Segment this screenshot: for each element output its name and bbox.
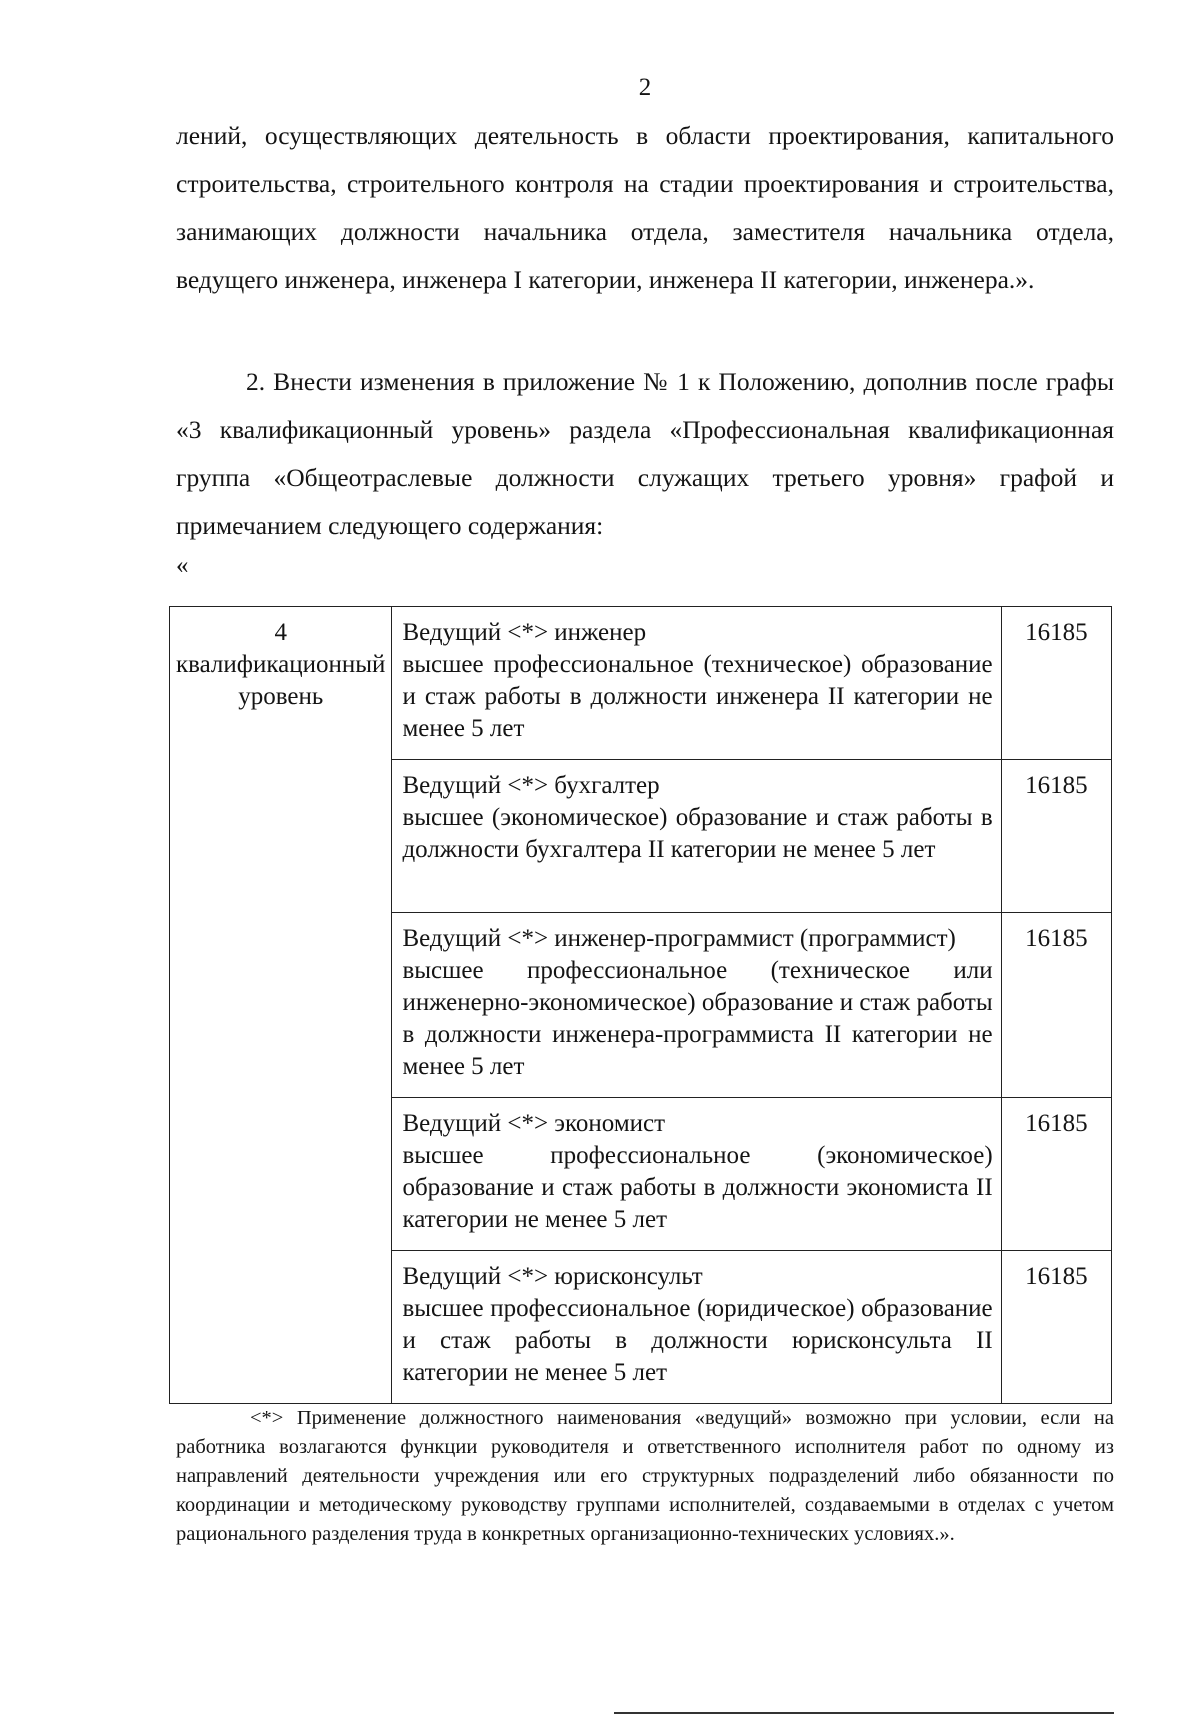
salary-cell: 16185 [1001,913,1111,1098]
page-number: 2 [638,74,652,101]
paragraph-amendment [176,358,1114,550]
position-cell [392,760,1001,913]
position-requirement: высшее профессиональное (юридическое) образование и стаж работы в должности юрисконсульта II категории не менее 5 лет [402,1295,993,1386]
position-title: Ведущий <*> инженер-программист (программист) [402,925,956,952]
position-title: Ведущий <*> бухгалтер [402,772,660,799]
opening-quote-mark: « [176,552,189,579]
position-requirement: высшее (экономическое) образование и стаж работы в должности бухгалтера II категории не менее 5 лет [402,804,993,863]
position-requirement: высшее профессиональное (экономическое) образование и стаж работы в должности экономиста II категории не менее 5 лет [402,1142,993,1233]
table-row [170,607,1112,760]
paragraph-continuation [176,112,1114,304]
salary-cell: 16185 [1001,1098,1111,1251]
salary-cell: 16185 [1001,607,1111,760]
qualification-level-cell: 4 квалификационный уровень [170,607,392,1404]
paragraph-2-text: 2. Внести изменения в приложение № 1 к Положению, дополнив после графы «3 квалификационный уровень» раздела «Профессиональная квалификационная группа «Общеотраслевые должности служащих третьего уровня» графой и примечанием следующего содержания: [176,367,1114,540]
position-title: Ведущий <*> экономист [402,1110,666,1137]
position-cell [392,913,1001,1098]
salary-cell: 16185 [1001,1251,1111,1404]
paragraph-1-text: лений, осуществляющих деятельность в области проектирования, капитального строительства, строительного контроля на стадии проектирования и строительства, занимающих должности начальника отдела, заместителя начальника отдела, ведущего инженера, инженера I категории, инженера II категории, инженера.». [176,121,1114,294]
position-requirement: высшее профессиональное (техническое) образование и стаж работы в должности инженера II категории не менее 5 лет [402,651,993,742]
salary-cell: 16185 [1001,760,1111,913]
position-cell [392,1098,1001,1251]
position-title: Ведущий <*> юрисконсульт [402,1263,703,1290]
position-cell [392,1251,1001,1404]
position-cell [392,607,1001,760]
position-title: Ведущий <*> инженер [402,619,647,646]
qualification-table [169,606,1112,1404]
position-requirement: высшее профессиональное (техническое или инженерно-экономическое) образование и стаж работы в должности инженера-программиста II категории не менее 5 лет [402,957,993,1080]
footnote: <*> Применение должностного наименования «ведущий» возможно при условии, если на работника возлагаются функции руководителя и ответственного исполнителя работ по одному из направлений деятельности учреждения или его структурных подразделений либо обязанности по координации и методическому руководству группами исполнителей, создаваемыми в отделах с учетом рационального разделения труда в конкретных организационно-технических условиях.». [176,1407,1114,1545]
